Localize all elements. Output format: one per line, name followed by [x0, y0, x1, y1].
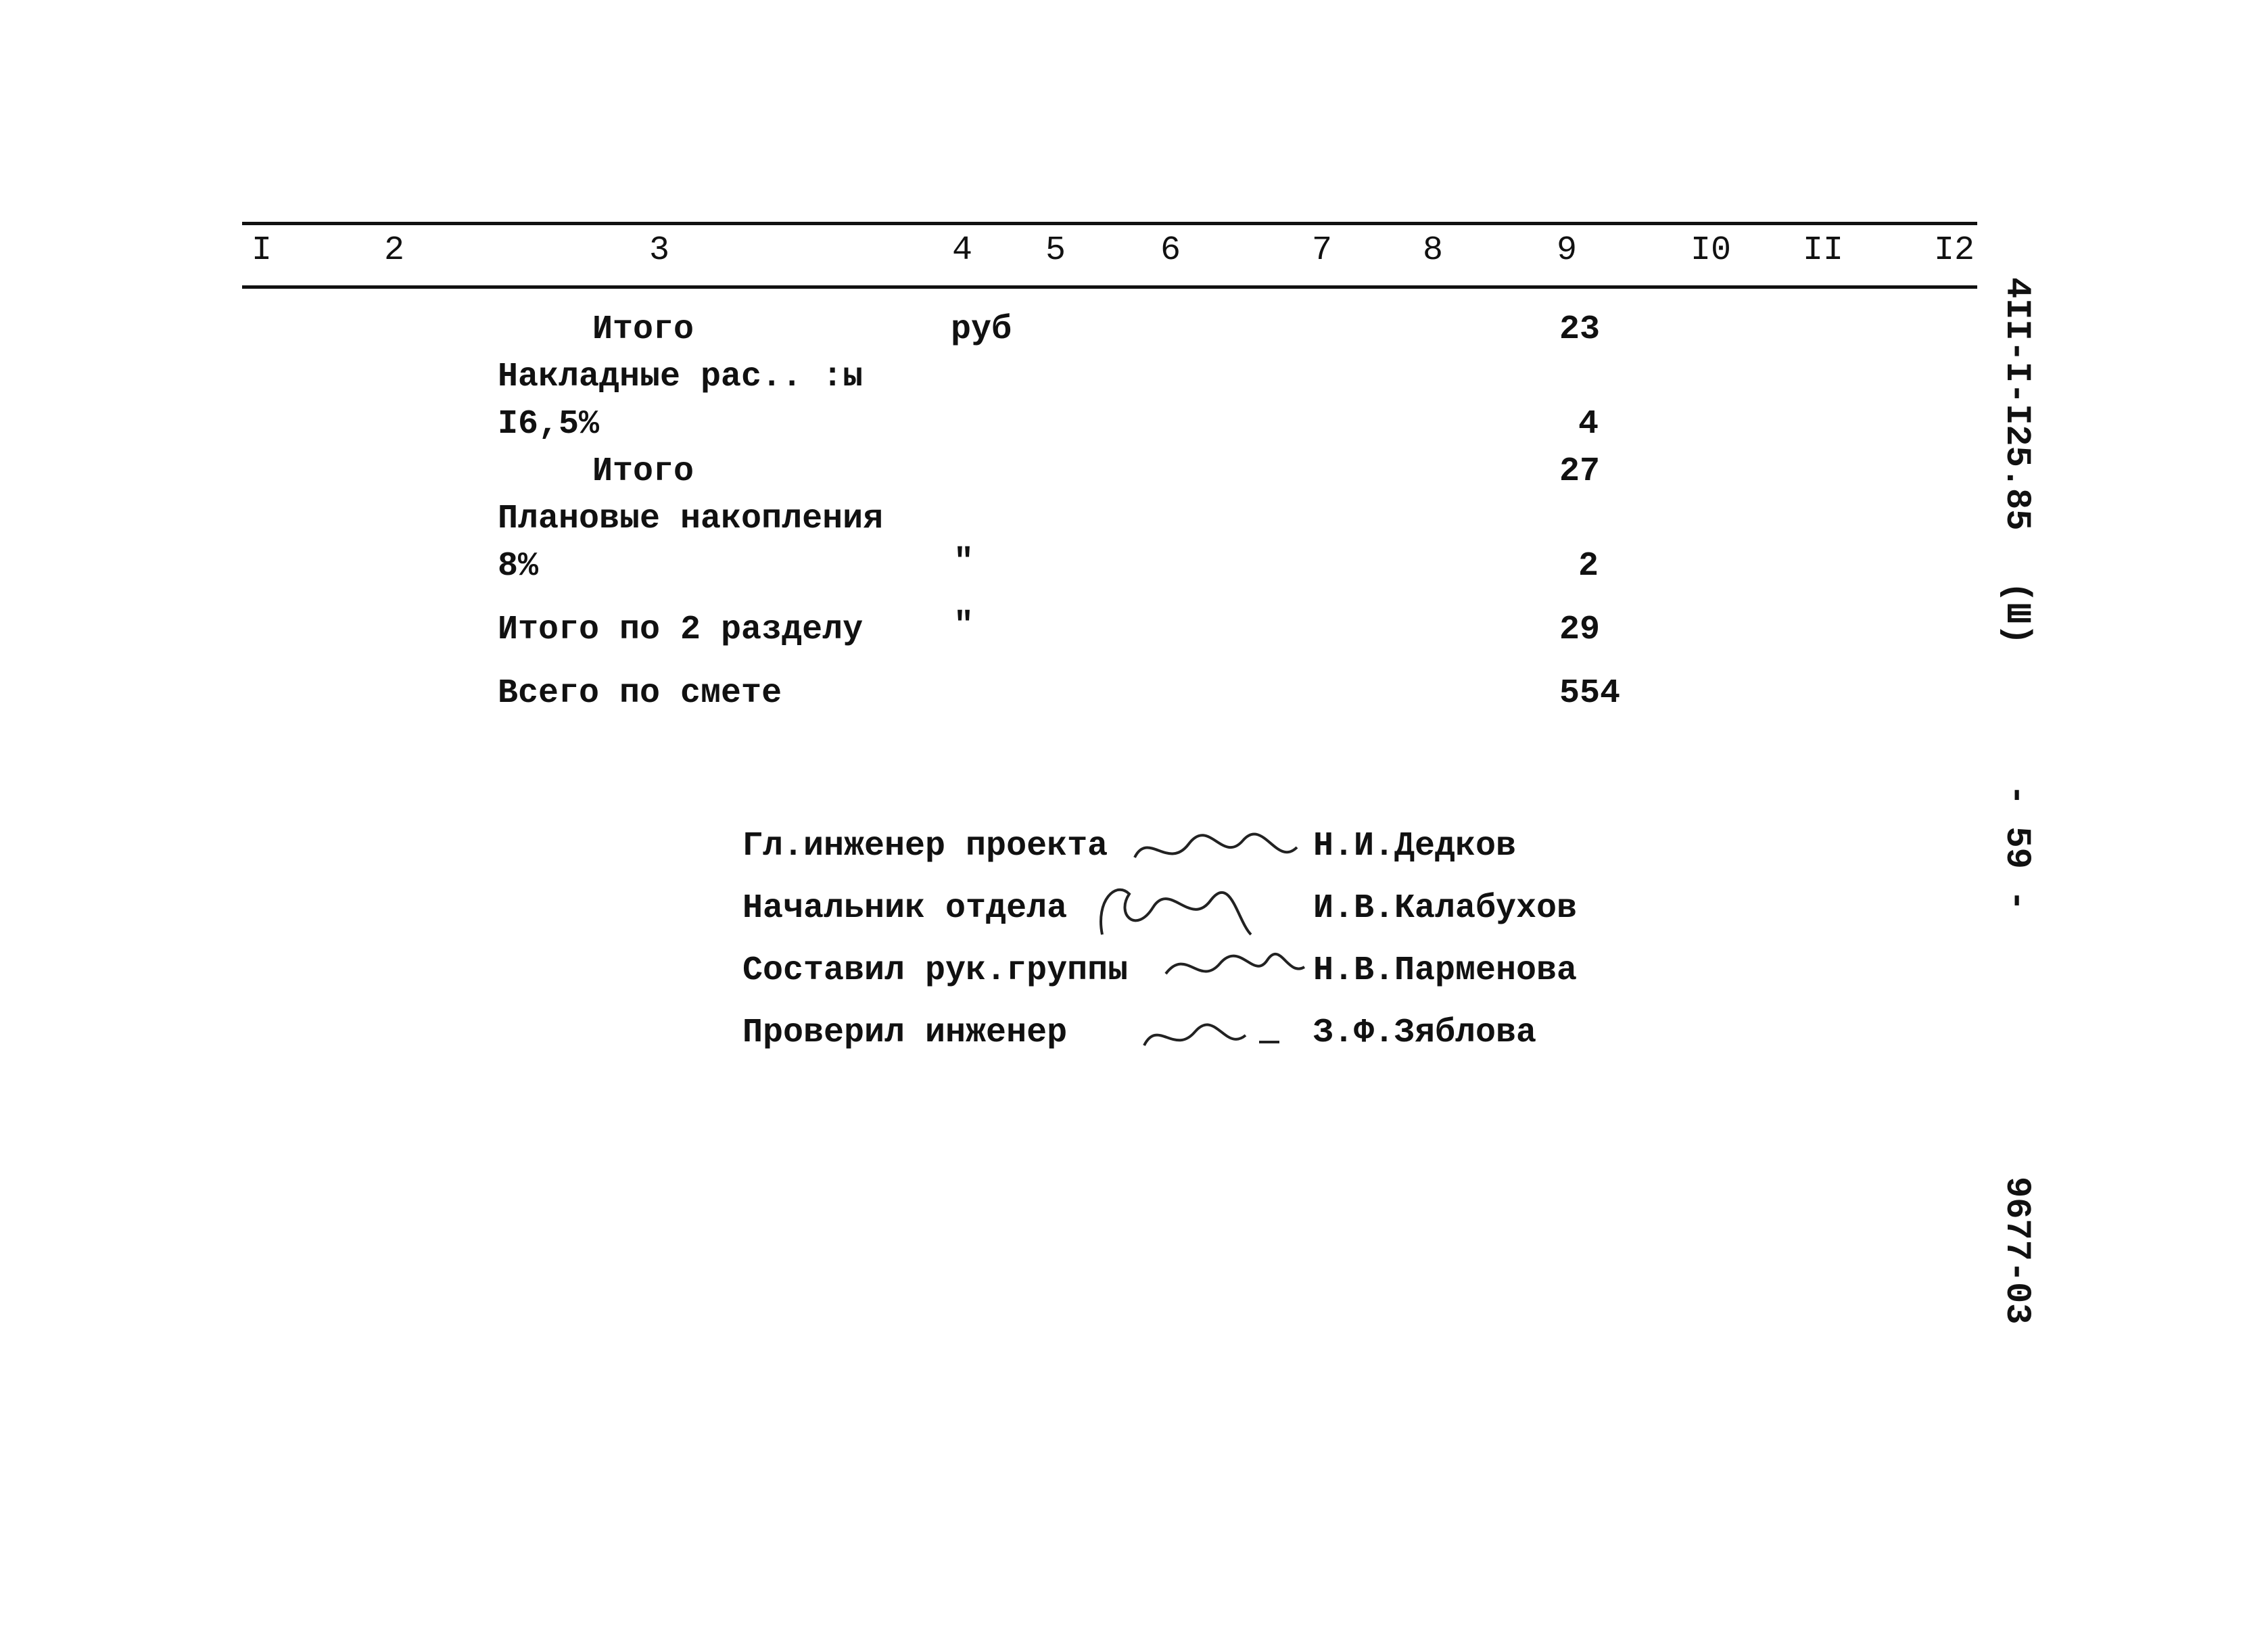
row-label: Всего по смете — [498, 674, 782, 713]
signer-name: З.Ф.Зяблова — [1313, 1014, 1537, 1052]
header-col-5: 5 — [1045, 231, 1066, 270]
row-value: 2 — [1578, 547, 1599, 586]
row-label: 8% — [498, 547, 539, 586]
signer-role: Начальник отдела — [742, 889, 1068, 928]
header-col-2: 2 — [384, 231, 405, 270]
row-value: 554 — [1559, 674, 1621, 713]
row-unit: " — [953, 607, 974, 645]
signature-squiggle — [1089, 874, 1258, 948]
row-value: 4 — [1578, 405, 1599, 444]
row-value: 27 — [1559, 452, 1601, 491]
row-unit: " — [953, 543, 974, 582]
table-header-rule — [242, 285, 1977, 289]
row-label: Плановые накопления — [498, 500, 884, 538]
header-col-3: 3 — [649, 231, 670, 270]
section-mark: (Ш) — [1997, 582, 2037, 645]
header-col-4: 4 — [952, 231, 973, 270]
header-col-8: 8 — [1423, 231, 1444, 270]
header-col-10: I0 — [1691, 231, 1732, 270]
page-number: - 59 - — [1997, 784, 2037, 912]
archive-number: 9677-03 — [1997, 1177, 2037, 1325]
signer-role: Проверил инженер — [742, 1014, 1068, 1052]
table-top-rule — [242, 222, 1977, 225]
signer-name: И.В.Калабухов — [1313, 889, 1578, 928]
header-col-1: I — [252, 231, 273, 270]
row-label: I6,5% — [498, 405, 600, 444]
signer-role: Составил рук.группы — [742, 951, 1129, 990]
document-code: 4II-I-I25.85 — [1997, 277, 2037, 531]
header-col-7: 7 — [1312, 231, 1333, 270]
header-col-9: 9 — [1557, 231, 1578, 270]
signer-name: Н.И.Дедков — [1313, 827, 1517, 866]
header-col-11: II — [1803, 231, 1844, 270]
header-col-12: I2 — [1934, 231, 1975, 270]
row-label: Накладные рас.. :ы — [498, 358, 864, 396]
signature-squiggle — [1159, 940, 1308, 1001]
signature-squiggle — [1137, 1005, 1293, 1066]
signer-role: Гл.инженер проекта — [742, 827, 1108, 866]
signature-squiggle — [1128, 817, 1304, 878]
row-value: 29 — [1559, 611, 1601, 649]
row-label: Итого — [592, 310, 694, 349]
row-label: Итого — [592, 452, 694, 491]
row-value: 23 — [1559, 310, 1601, 349]
signer-name: Н.В.Парменова — [1313, 951, 1578, 990]
row-label: Итого по 2 разделу — [498, 611, 864, 649]
row-unit: руб — [951, 310, 1012, 349]
header-col-6: 6 — [1160, 231, 1181, 270]
